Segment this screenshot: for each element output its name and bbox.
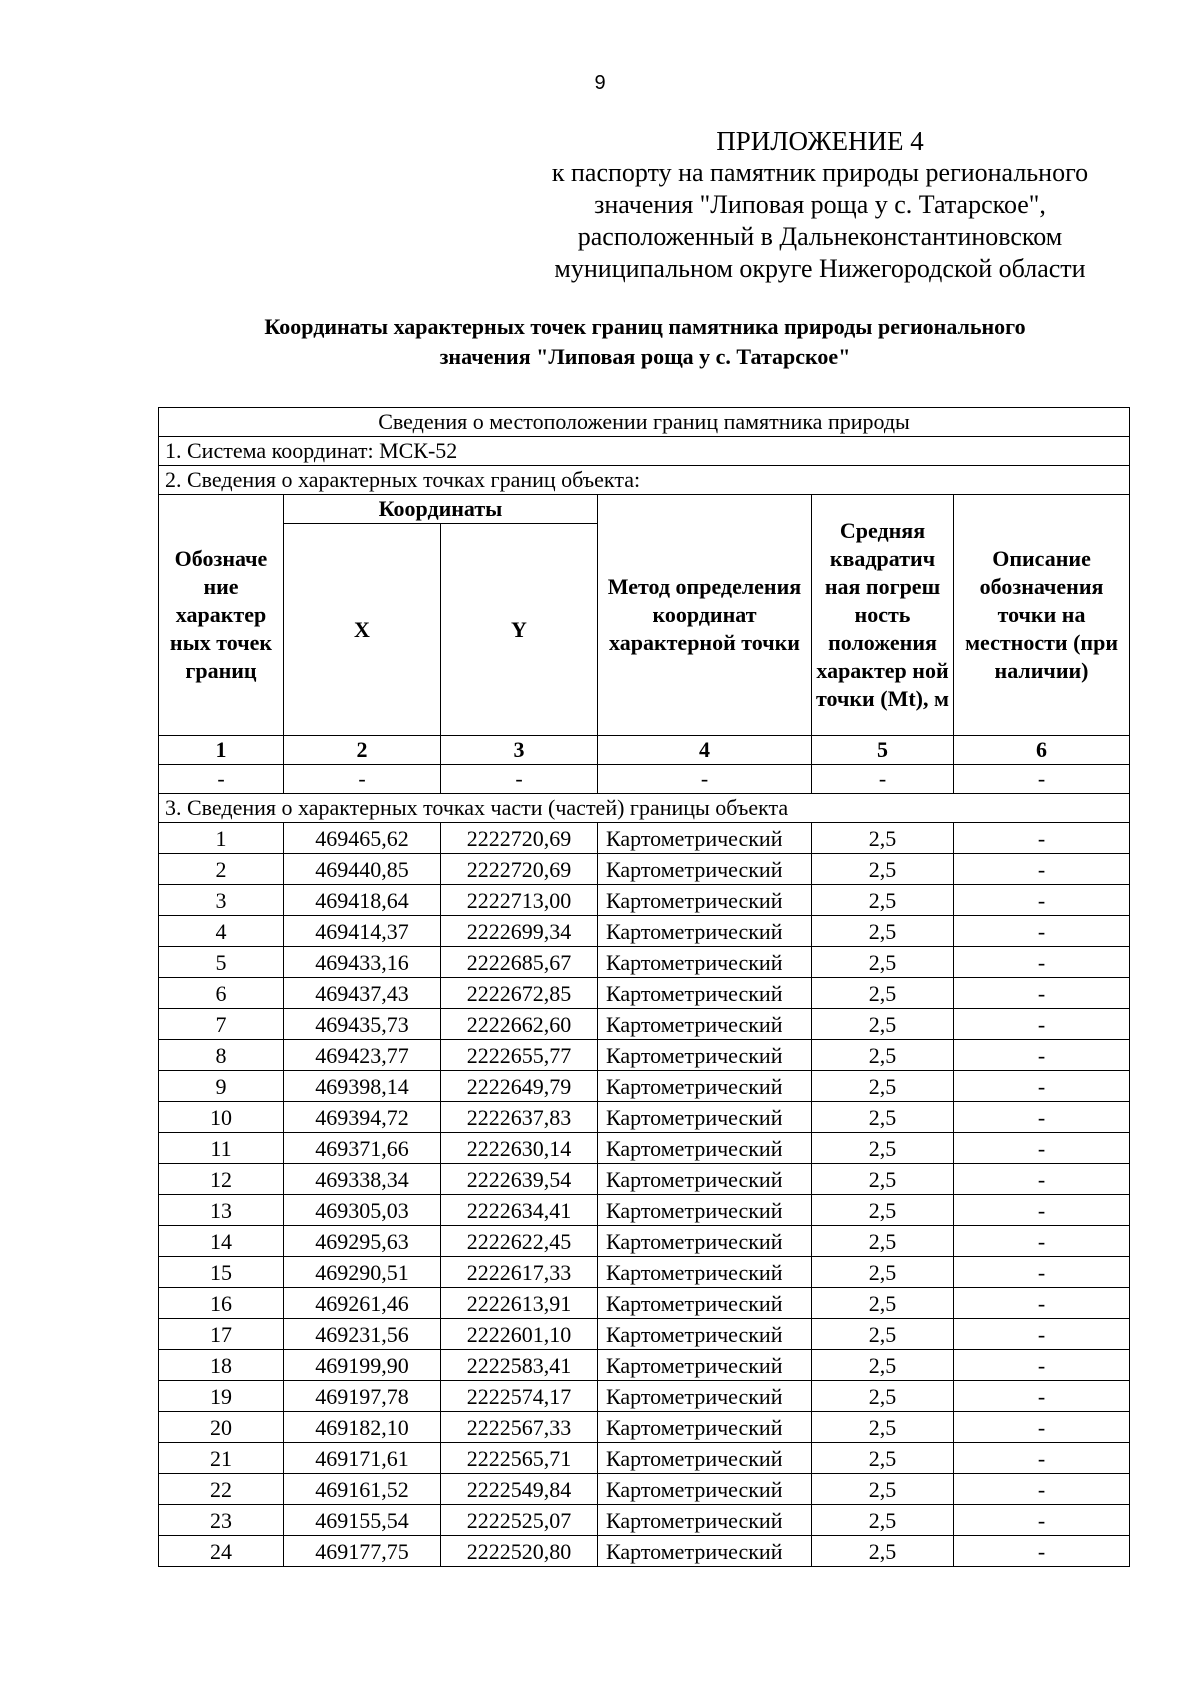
description-cell: -: [954, 978, 1130, 1009]
section-part-points: 3. Сведения о характерных точках части (частей) границы объекта: [159, 794, 1130, 823]
y-coordinate-cell: 2222662,60: [441, 1009, 598, 1040]
method-cell: Картометрический: [598, 1412, 812, 1443]
header-y: Y: [441, 524, 598, 736]
x-coordinate-cell: 469440,85: [284, 854, 441, 885]
error-cell: 2,5: [812, 1350, 954, 1381]
table-row: [159, 1288, 1130, 1319]
x-coordinate-cell: 469199,90: [284, 1350, 441, 1381]
description-cell: -: [954, 916, 1130, 947]
point-number-cell: 23: [159, 1505, 284, 1536]
y-coordinate-cell: 2222567,33: [441, 1412, 598, 1443]
y-coordinate-cell: 2222655,77: [441, 1040, 598, 1071]
table-row: [159, 1102, 1130, 1133]
x-coordinate-cell: 469338,34: [284, 1164, 441, 1195]
column-number: 3: [441, 736, 598, 765]
x-coordinate-cell: 469161,52: [284, 1474, 441, 1505]
description-cell: -: [954, 1536, 1130, 1567]
table-row: [159, 1226, 1130, 1257]
table-row: [159, 1505, 1130, 1536]
x-coordinate-cell: 469290,51: [284, 1257, 441, 1288]
method-cell: Картометрический: [598, 1102, 812, 1133]
description-cell: -: [954, 1350, 1130, 1381]
empty-cell: -: [598, 765, 812, 794]
description-cell: -: [954, 1443, 1130, 1474]
error-cell: 2,5: [812, 1381, 954, 1412]
method-cell: Картометрический: [598, 1133, 812, 1164]
table-row: [159, 1443, 1130, 1474]
empty-cell: -: [812, 765, 954, 794]
error-cell: 2,5: [812, 823, 954, 854]
section-boundary-points: 2. Сведения о характерных точках границ объекта:: [159, 466, 1130, 495]
description-cell: -: [954, 1505, 1130, 1536]
page-number: 9: [594, 72, 606, 94]
x-coordinate-cell: 469414,37: [284, 916, 441, 947]
point-number-cell: 2: [159, 854, 284, 885]
error-cell: 2,5: [812, 1536, 954, 1567]
method-cell: Картометрический: [598, 1505, 812, 1536]
error-cell: 2,5: [812, 885, 954, 916]
header-x: X: [284, 524, 441, 736]
method-cell: Картометрический: [598, 916, 812, 947]
table-row: [159, 1474, 1130, 1505]
point-number-cell: 6: [159, 978, 284, 1009]
x-coordinate-cell: 469435,73: [284, 1009, 441, 1040]
point-number-cell: 5: [159, 947, 284, 978]
method-cell: Картометрический: [598, 947, 812, 978]
x-coordinate-cell: 469437,43: [284, 978, 441, 1009]
table-row: [159, 1257, 1130, 1288]
point-number-cell: 10: [159, 1102, 284, 1133]
description-cell: -: [954, 1071, 1130, 1102]
x-coordinate-cell: 469398,14: [284, 1071, 441, 1102]
method-cell: Картометрический: [598, 1350, 812, 1381]
description-cell: -: [954, 1226, 1130, 1257]
appendix-title: ПРИЛОЖЕНИЕ 4: [716, 126, 924, 156]
description-cell: -: [954, 1474, 1130, 1505]
y-coordinate-cell: 2222639,54: [441, 1164, 598, 1195]
point-number-cell: 4: [159, 916, 284, 947]
error-cell: 2,5: [812, 1288, 954, 1319]
y-coordinate-cell: 2222720,69: [441, 823, 598, 854]
column-number: 1: [159, 736, 284, 765]
point-number-cell: 1: [159, 823, 284, 854]
appendix-line: к паспорту на памятник природы регионального: [551, 158, 1089, 187]
document-title-line: значения "Липовая роща у с. Татарское": [439, 344, 851, 369]
description-cell: -: [954, 1257, 1130, 1288]
y-coordinate-cell: 2222565,71: [441, 1443, 598, 1474]
y-coordinate-cell: 2222685,67: [441, 947, 598, 978]
y-coordinate-cell: 2222699,34: [441, 916, 598, 947]
method-cell: Картометрический: [598, 1009, 812, 1040]
method-cell: Картометрический: [598, 854, 812, 885]
y-coordinate-cell: 2222672,85: [441, 978, 598, 1009]
error-cell: 2,5: [812, 1071, 954, 1102]
empty-cell: -: [159, 765, 284, 794]
table-row: [159, 978, 1130, 1009]
error-cell: 2,5: [812, 1133, 954, 1164]
point-number-cell: 17: [159, 1319, 284, 1350]
x-coordinate-cell: 469418,64: [284, 885, 441, 916]
description-cell: -: [954, 1164, 1130, 1195]
method-cell: Картометрический: [598, 978, 812, 1009]
header-coordinates: Координаты: [284, 495, 598, 524]
description-cell: -: [954, 1102, 1130, 1133]
y-coordinate-cell: 2222574,17: [441, 1381, 598, 1412]
point-number-cell: 13: [159, 1195, 284, 1226]
error-cell: 2,5: [812, 1102, 954, 1133]
method-cell: Картометрический: [598, 1319, 812, 1350]
table-row: [159, 1350, 1130, 1381]
y-coordinate-cell: 2222520,80: [441, 1536, 598, 1567]
method-cell: Картометрический: [598, 1288, 812, 1319]
y-coordinate-cell: 2222630,14: [441, 1133, 598, 1164]
y-coordinate-cell: 2222613,91: [441, 1288, 598, 1319]
error-cell: 2,5: [812, 1009, 954, 1040]
table-row: [159, 1071, 1130, 1102]
empty-cell: -: [284, 765, 441, 794]
empty-cell: -: [441, 765, 598, 794]
error-cell: 2,5: [812, 1226, 954, 1257]
error-cell: 2,5: [812, 1257, 954, 1288]
x-coordinate-cell: 469231,56: [284, 1319, 441, 1350]
method-cell: Картометрический: [598, 1536, 812, 1567]
header-point: Обозначе ние характер ных точек границ: [159, 495, 284, 736]
x-coordinate-cell: 469295,63: [284, 1226, 441, 1257]
description-cell: -: [954, 854, 1130, 885]
table-row: [159, 1195, 1130, 1226]
table-row: [159, 947, 1130, 978]
error-cell: 2,5: [812, 1164, 954, 1195]
description-cell: -: [954, 947, 1130, 978]
header-error: Средняя квадратич ная погреш ность положения характер ной точки (Mt), м: [812, 495, 954, 736]
error-cell: 2,5: [812, 916, 954, 947]
y-coordinate-cell: 2222525,07: [441, 1505, 598, 1536]
x-coordinate-cell: 469171,61: [284, 1443, 441, 1474]
error-cell: 2,5: [812, 947, 954, 978]
x-coordinate-cell: 469423,77: [284, 1040, 441, 1071]
y-coordinate-cell: 2222637,83: [441, 1102, 598, 1133]
description-cell: -: [954, 1133, 1130, 1164]
point-number-cell: 14: [159, 1226, 284, 1257]
error-cell: 2,5: [812, 1319, 954, 1350]
header-description: Описание обозначения точки на местности (при наличии): [954, 495, 1130, 736]
column-number: 5: [812, 736, 954, 765]
error-cell: 2,5: [812, 1474, 954, 1505]
y-coordinate-cell: 2222720,69: [441, 854, 598, 885]
document-title: [150, 312, 1140, 372]
table-row: [159, 1412, 1130, 1443]
error-cell: 2,5: [812, 1505, 954, 1536]
appendix-header: [525, 125, 1115, 285]
x-coordinate-cell: 469177,75: [284, 1536, 441, 1567]
column-number: 2: [284, 736, 441, 765]
table-row: [159, 1536, 1130, 1567]
y-coordinate-cell: 2222622,45: [441, 1226, 598, 1257]
table-row: [159, 1381, 1130, 1412]
table-row: [159, 1164, 1130, 1195]
point-number-cell: 21: [159, 1443, 284, 1474]
method-cell: Картометрический: [598, 1381, 812, 1412]
y-coordinate-cell: 2222713,00: [441, 885, 598, 916]
point-number-cell: 12: [159, 1164, 284, 1195]
x-coordinate-cell: 469394,72: [284, 1102, 441, 1133]
column-number: 6: [954, 736, 1130, 765]
description-cell: -: [954, 1195, 1130, 1226]
point-number-cell: 22: [159, 1474, 284, 1505]
coordinates-table: [158, 407, 1130, 1567]
table-row: [159, 1040, 1130, 1071]
error-cell: 2,5: [812, 978, 954, 1009]
point-number-cell: 8: [159, 1040, 284, 1071]
error-cell: 2,5: [812, 1443, 954, 1474]
x-coordinate-cell: 469433,16: [284, 947, 441, 978]
header-method: Метод определения координат характерной точки: [598, 495, 812, 736]
x-coordinate-cell: 469261,46: [284, 1288, 441, 1319]
error-cell: 2,5: [812, 1195, 954, 1226]
point-number-cell: 11: [159, 1133, 284, 1164]
table-row: [159, 1319, 1130, 1350]
point-number-cell: 7: [159, 1009, 284, 1040]
point-number-cell: 3: [159, 885, 284, 916]
point-number-cell: 16: [159, 1288, 284, 1319]
y-coordinate-cell: 2222649,79: [441, 1071, 598, 1102]
table-row: [159, 916, 1130, 947]
point-number-cell: 19: [159, 1381, 284, 1412]
method-cell: Картометрический: [598, 1257, 812, 1288]
column-number: 4: [598, 736, 812, 765]
method-cell: Картометрический: [598, 1474, 812, 1505]
y-coordinate-cell: 2222583,41: [441, 1350, 598, 1381]
table-row: [159, 823, 1130, 854]
description-cell: -: [954, 1319, 1130, 1350]
x-coordinate-cell: 469465,62: [284, 823, 441, 854]
method-cell: Картометрический: [598, 1443, 812, 1474]
appendix-line: муниципальном округе Нижегородской области: [554, 254, 1086, 283]
description-cell: -: [954, 1412, 1130, 1443]
x-coordinate-cell: 469305,03: [284, 1195, 441, 1226]
y-coordinate-cell: 2222549,84: [441, 1474, 598, 1505]
table-caption: Сведения о местоположении границ памятника природы: [159, 408, 1130, 437]
method-cell: Картометрический: [598, 885, 812, 916]
point-number-cell: 24: [159, 1536, 284, 1567]
error-cell: 2,5: [812, 854, 954, 885]
x-coordinate-cell: 469371,66: [284, 1133, 441, 1164]
empty-cell: -: [954, 765, 1130, 794]
description-cell: -: [954, 1288, 1130, 1319]
method-cell: Картометрический: [598, 823, 812, 854]
y-coordinate-cell: 2222601,10: [441, 1319, 598, 1350]
method-cell: Картометрический: [598, 1040, 812, 1071]
table-row: [159, 885, 1130, 916]
document-title-line: Координаты характерных точек границ памятника природы регионального: [264, 314, 1026, 339]
error-cell: 2,5: [812, 1412, 954, 1443]
description-cell: -: [954, 823, 1130, 854]
method-cell: Картометрический: [598, 1071, 812, 1102]
y-coordinate-cell: 2222617,33: [441, 1257, 598, 1288]
description-cell: -: [954, 885, 1130, 916]
point-number-cell: 15: [159, 1257, 284, 1288]
description-cell: -: [954, 1381, 1130, 1412]
point-number-cell: 18: [159, 1350, 284, 1381]
error-cell: 2,5: [812, 1040, 954, 1071]
table-row: [159, 1009, 1130, 1040]
appendix-line: расположенный в Дальнеконстантиновском: [577, 222, 1063, 251]
x-coordinate-cell: 469197,78: [284, 1381, 441, 1412]
method-cell: Картометрический: [598, 1195, 812, 1226]
section-coordinate-system: 1. Система координат: МСК-52: [159, 437, 1130, 466]
table-row: [159, 854, 1130, 885]
method-cell: Картометрический: [598, 1226, 812, 1257]
description-cell: -: [954, 1009, 1130, 1040]
point-number-cell: 9: [159, 1071, 284, 1102]
table-row: [159, 1133, 1130, 1164]
y-coordinate-cell: 2222634,41: [441, 1195, 598, 1226]
description-cell: -: [954, 1040, 1130, 1071]
method-cell: Картометрический: [598, 1164, 812, 1195]
x-coordinate-cell: 469182,10: [284, 1412, 441, 1443]
point-number-cell: 20: [159, 1412, 284, 1443]
x-coordinate-cell: 469155,54: [284, 1505, 441, 1536]
appendix-line: значения "Липовая роща у с. Татарское",: [594, 190, 1046, 219]
